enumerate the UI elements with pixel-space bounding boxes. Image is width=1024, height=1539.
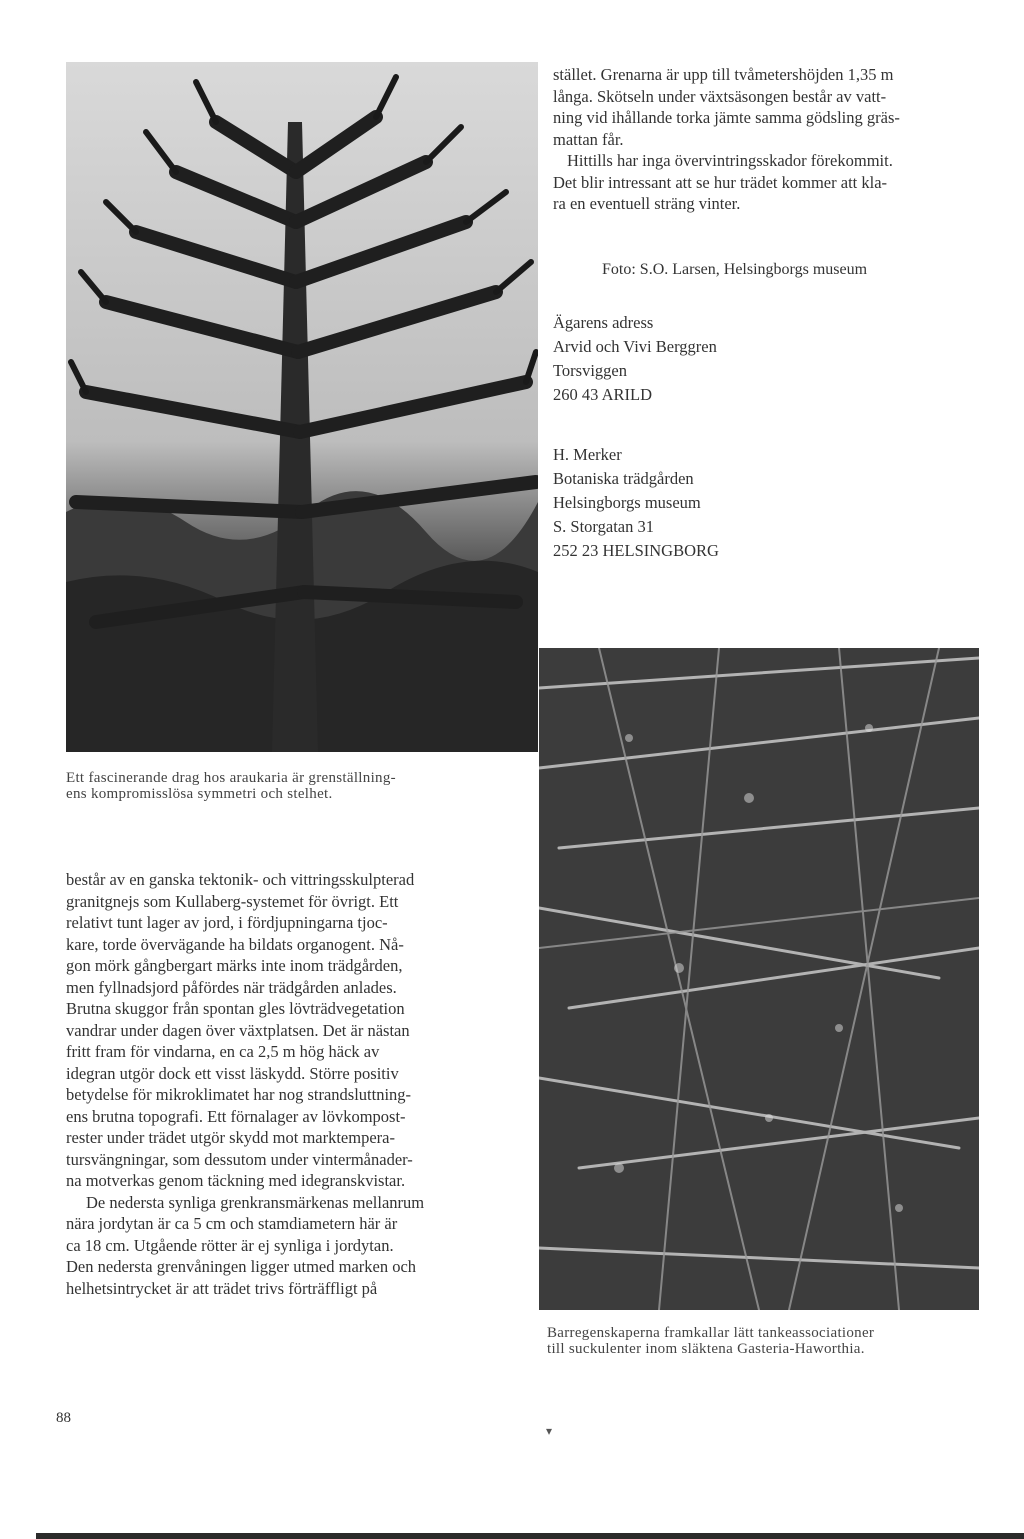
araucaria-tree-photo xyxy=(66,62,538,752)
text-line: kare, torde övervägande ha bildats organogent. Nå- xyxy=(66,934,404,954)
text-line: rester under trädet utgör skydd mot marktempera- xyxy=(66,1128,395,1147)
text-line: gon mörk gångbergart märks inte inom trädgården, xyxy=(66,956,403,975)
text-line: ra en eventuell sträng vinter. xyxy=(553,194,741,213)
author-address-line: Helsingborgs museum xyxy=(553,493,701,512)
text-line: idegran utgör dock ett visst läskydd. Större positiv xyxy=(66,1063,399,1083)
text-line: vandrar under dagen över växtplatsen. Det är nästan xyxy=(66,1020,410,1040)
text-line: nära jordytan är ca 5 cm och stamdiametern här är xyxy=(66,1214,398,1233)
caption-line: till suckulenter inom släktena Gasteria-Haworthia. xyxy=(547,1341,865,1357)
photo-credit: Foto: S.O. Larsen, Helsingborgs museum xyxy=(602,261,868,278)
text-line: mattan får. xyxy=(553,129,624,149)
araucaria-closeup-photo xyxy=(539,648,979,1310)
tree-photo-graphic xyxy=(66,62,538,752)
owner-address-line: Arvid och Vivi Berggren xyxy=(553,337,717,356)
text-line: helhetsintrycket är att trädet trivs förträffligt på xyxy=(66,1278,378,1298)
text-line: stället. Grenarna är upp till tvåmetershöjden 1,35 m xyxy=(553,65,894,84)
caption-tree-photo xyxy=(66,770,536,802)
text-line: fritt fram för vindarna, en ca 2,5 m hög häck av xyxy=(66,1042,380,1061)
text-line: Brutna skuggor från spontan gles lövträdvegetation xyxy=(66,999,405,1018)
text-line: består av en ganska tektonik- och vittringsskulpterad xyxy=(66,870,415,889)
text-line: ca 18 cm. Utgående rötter är ej synliga i jordytan. xyxy=(66,1235,394,1255)
author-address-line: 252 23 HELSINGBORG xyxy=(553,541,719,560)
closeup-photo-graphic xyxy=(539,648,979,1310)
text-line: ens brutna topografi. Ett förnalager av lövkompost- xyxy=(66,1106,406,1126)
author-address xyxy=(553,443,853,563)
page-number: 88 xyxy=(56,1410,71,1426)
owner-address xyxy=(553,311,853,407)
text-line: Det blir intressant att se hur trädet kommer att kla- xyxy=(553,172,888,192)
caption-line: Barregenskaperna framkallar lätt tankeassociationer xyxy=(547,1325,875,1341)
text-column-top-right xyxy=(553,64,973,215)
text-line: tursvängningar, som dessutom under vintermånader- xyxy=(66,1149,413,1169)
author-address-line: S. Storgatan 31 xyxy=(553,517,654,536)
caption-line: ens kompromisslösa symmetri och stelhet. xyxy=(66,786,333,802)
owner-address-line: 260 43 ARILD xyxy=(553,385,652,404)
text-line: Hittills har inga övervintringsskador förekommit. xyxy=(567,151,893,170)
body-text-left xyxy=(66,869,518,1299)
caption-line: Ett fascinerande drag hos araukaria är grenställning- xyxy=(66,770,396,786)
printing-mark: ▾ xyxy=(546,1424,553,1438)
caption-closeup-photo xyxy=(547,1325,987,1357)
owner-address-heading: Ägarens adress xyxy=(553,313,654,332)
text-line: långa. Skötseln under växtsäsongen består av vatt- xyxy=(553,86,887,106)
text-line: na motverkas genom täckning med idegranskvistar. xyxy=(66,1171,406,1190)
text-line: De nedersta synliga grenkransmärkenas mellanrum xyxy=(86,1192,425,1212)
text-line: ning vid ihållande torka jämte samma gödsling gräs- xyxy=(553,108,900,127)
author-name: H. Merker xyxy=(553,445,622,464)
text-line: betydelse för mikroklimatet har nog strandsluttning- xyxy=(66,1085,412,1104)
bottom-rule xyxy=(36,1533,1024,1539)
text-line: men fyllnadsjord påfördes när trädgården anlades. xyxy=(66,977,397,997)
author-address-line: Botaniska trädgården xyxy=(553,469,694,488)
owner-address-line: Torsviggen xyxy=(553,361,628,380)
text-line: granitgnejs som Kullaberg-systemet för övrigt. Ett xyxy=(66,891,399,911)
text-line: relativt tunt lager av jord, i fördjupningarna tjoc- xyxy=(66,913,388,932)
text-line: Den nedersta grenvåningen ligger utmed marken och xyxy=(66,1257,417,1276)
